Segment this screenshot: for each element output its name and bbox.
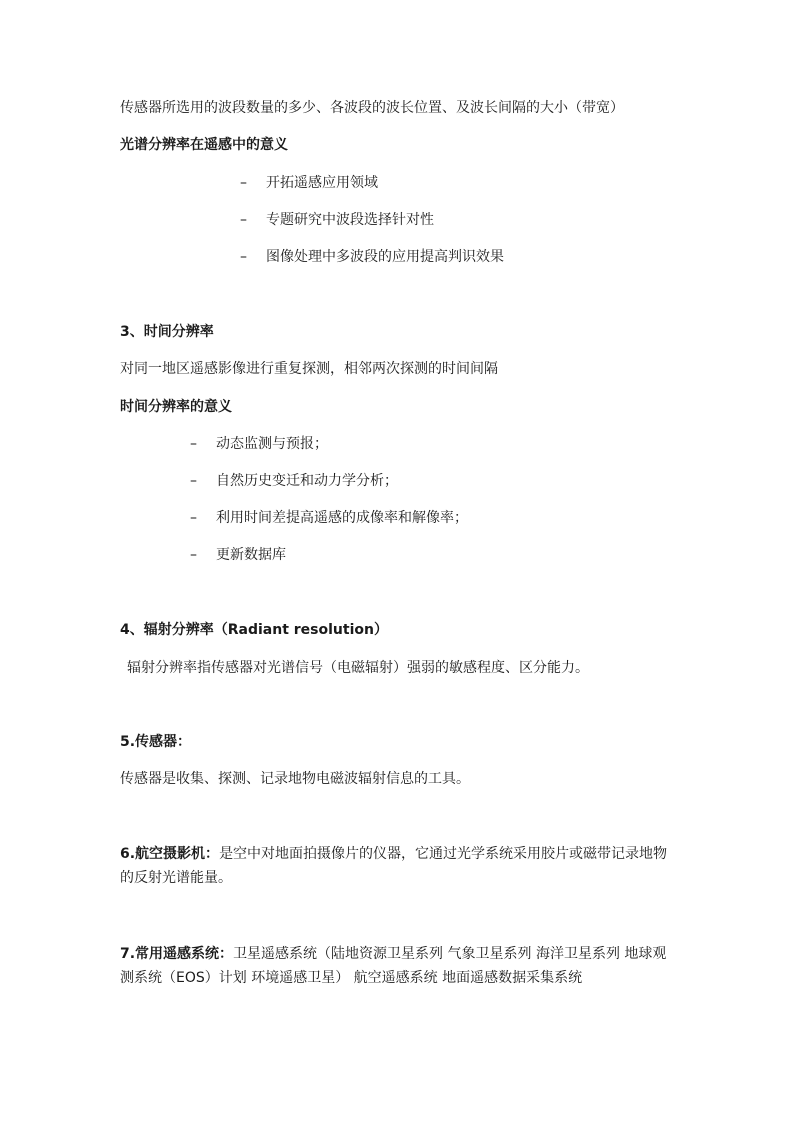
- list-item: [190, 508, 468, 528]
- list-item: [190, 471, 398, 491]
- list-item-text: 更新数据库: [216, 547, 286, 563]
- radiant-heading: 4、辐射分辨率（Radiant resolution）: [120, 622, 388, 638]
- list-item: [240, 247, 504, 267]
- sensor-heading: 5.传感器：: [120, 734, 192, 750]
- aerial-definition: 是空中对地面拍摄像片的仪器，它通过光学系统采用胶片或磁带记录地物的反射光谱能量。: [120, 846, 668, 886]
- temporal-definition: 对同一地区遥感影像进行重复探测，相邻两次探测的时间间隔: [120, 361, 498, 377]
- sensor-definition: 传感器是收集、探测、记录地物电磁波辐射信息的工具。: [120, 771, 470, 787]
- systems-term: 7.常用遥感系统：: [120, 946, 234, 962]
- spectral-significance-title: 光谱分辨率在遥感中的意义: [120, 137, 288, 153]
- systems-definition: 卫星遥感系统（陆地资源卫星系列 气象卫星系列 海洋卫星系列 地球观测系统（EOS）计划 环境遥感卫星） 航空遥感系统 地面遥感数据采集系统: [120, 946, 667, 986]
- dash-bullet: –: [240, 212, 247, 228]
- list-item: [240, 210, 434, 230]
- list-item: [240, 173, 378, 193]
- list-item-text: 自然历史变迁和动力学分析；: [216, 473, 398, 489]
- list-item-text: 图像处理中多波段的应用提高判识效果: [266, 249, 504, 265]
- list-item-text: 利用时间差提高遥感的成像率和解像率；: [216, 510, 468, 526]
- temporal-heading: 3、时间分辨率: [120, 324, 214, 340]
- list-item-text: 专题研究中波段选择针对性: [266, 212, 434, 228]
- aerial-paragraph: [120, 842, 680, 890]
- dash-bullet: –: [190, 547, 197, 563]
- aerial-term: 6.航空摄影机：: [120, 846, 220, 862]
- dash-bullet: –: [190, 436, 197, 452]
- dash-bullet: –: [240, 175, 247, 191]
- dash-bullet: –: [190, 510, 197, 526]
- temporal-significance-title: 时间分辨率的意义: [120, 399, 232, 415]
- list-item: [190, 545, 286, 565]
- dash-bullet: –: [240, 249, 247, 265]
- list-item-text: 动态监测与预报；: [216, 436, 328, 452]
- systems-paragraph: [120, 942, 680, 990]
- dash-bullet: –: [190, 473, 197, 489]
- list-item-text: 开拓遥感应用领域: [266, 175, 378, 191]
- list-item: [190, 434, 328, 454]
- radiant-definition: 辐射分辨率指传感器对光谱信号（电磁辐射）强弱的敏感程度、区分能力。: [127, 660, 589, 676]
- spectral-definition: 传感器所选用的波段数量的多少、各波段的波长位置、及波长间隔的大小（带宽）: [120, 100, 624, 116]
